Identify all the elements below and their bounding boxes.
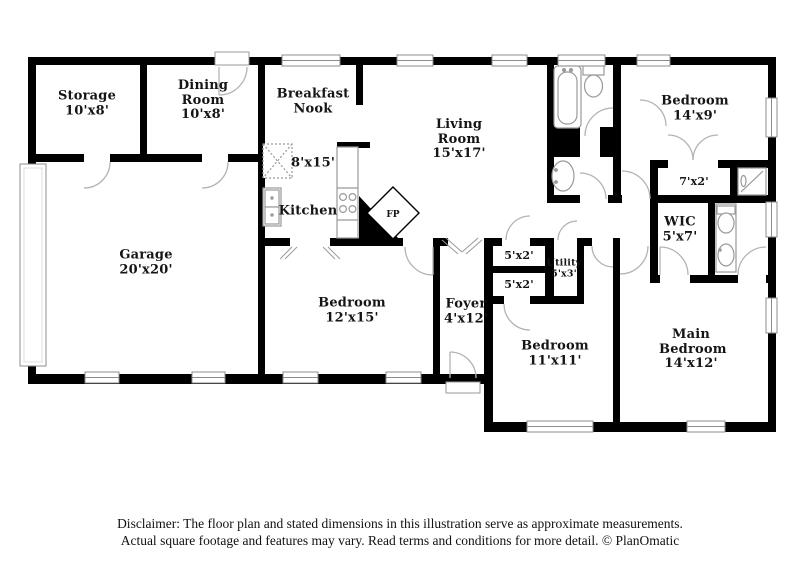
sink xyxy=(718,244,734,266)
closet-label-7x2: 7'x2' xyxy=(679,174,709,188)
shower xyxy=(738,168,766,195)
door-arc xyxy=(84,162,110,188)
door-arc xyxy=(620,246,648,274)
window xyxy=(766,298,777,333)
door-arc xyxy=(580,173,606,199)
kitchen-dims-label: 8'x15' xyxy=(290,155,336,171)
window xyxy=(687,421,725,432)
door-arc xyxy=(622,171,650,199)
toilet xyxy=(583,66,604,97)
window xyxy=(283,372,318,383)
window xyxy=(766,98,777,137)
room-label-storage: Storage 10'x8' xyxy=(57,88,117,118)
window xyxy=(397,55,433,66)
room-label-garage: Garage 20'x20' xyxy=(119,247,173,277)
room-label-utility: Utility 5'x3' xyxy=(546,257,582,279)
room-label-dining-room: Dining Room 10'x8' xyxy=(177,78,229,123)
room-label-main-bedroom: Main Bedroom 14'x12' xyxy=(659,327,727,372)
room-label-bedroom-11x11: Bedroom 11'x11' xyxy=(521,338,589,368)
room-label-kitchen: Kitchen xyxy=(278,203,338,219)
sink xyxy=(552,161,574,191)
room-label-bedroom-12x15: Bedroom 12'x15' xyxy=(318,295,386,325)
window xyxy=(637,55,670,66)
door-arc xyxy=(660,247,688,275)
door-arc xyxy=(738,247,766,275)
room-label-breakfast-nook: Breakfast Nook xyxy=(276,86,350,116)
window xyxy=(492,55,527,66)
closet-label-5x2-top: 5'x2' xyxy=(504,248,534,262)
pantry xyxy=(263,144,292,178)
window xyxy=(386,372,421,383)
window xyxy=(527,421,593,432)
fireplace-label: FP xyxy=(386,210,400,220)
toilet xyxy=(717,206,735,233)
window xyxy=(192,372,225,383)
room-label-wic: WIC 5'x7' xyxy=(662,214,698,244)
door-arc xyxy=(506,216,530,240)
door-arc xyxy=(504,304,530,330)
closet-double-door-arc xyxy=(693,135,718,160)
window xyxy=(282,55,340,66)
garage-door xyxy=(20,164,46,366)
closet-double-door-arc xyxy=(668,135,693,160)
kitchen-counter xyxy=(337,147,358,238)
disclaimer xyxy=(0,516,800,550)
door-arc xyxy=(558,221,577,240)
disclaimer-line-2: Actual square footage and features may vary. Read terms and conditions for more detail. © PlanOmatic xyxy=(120,532,680,548)
room-label-foyer: Foyer 4'x12' xyxy=(443,296,489,326)
window xyxy=(558,55,605,66)
room-label-bedroom-14x9: Bedroom 14'x9' xyxy=(661,93,729,123)
disclaimer-line-1: Disclaimer: The floor plan and stated dimensions in this illustration serve as approximate measurements. xyxy=(117,516,683,531)
window xyxy=(766,202,777,237)
room-label-living-room: Living Room 15'x17' xyxy=(432,117,486,162)
door-arc xyxy=(405,247,433,275)
closet-label-5x2-bottom: 5'x2' xyxy=(504,277,534,291)
window xyxy=(85,372,119,383)
front-door xyxy=(446,352,480,393)
door-arc xyxy=(202,162,228,188)
door-arc xyxy=(592,246,613,267)
bathtub xyxy=(554,66,581,128)
